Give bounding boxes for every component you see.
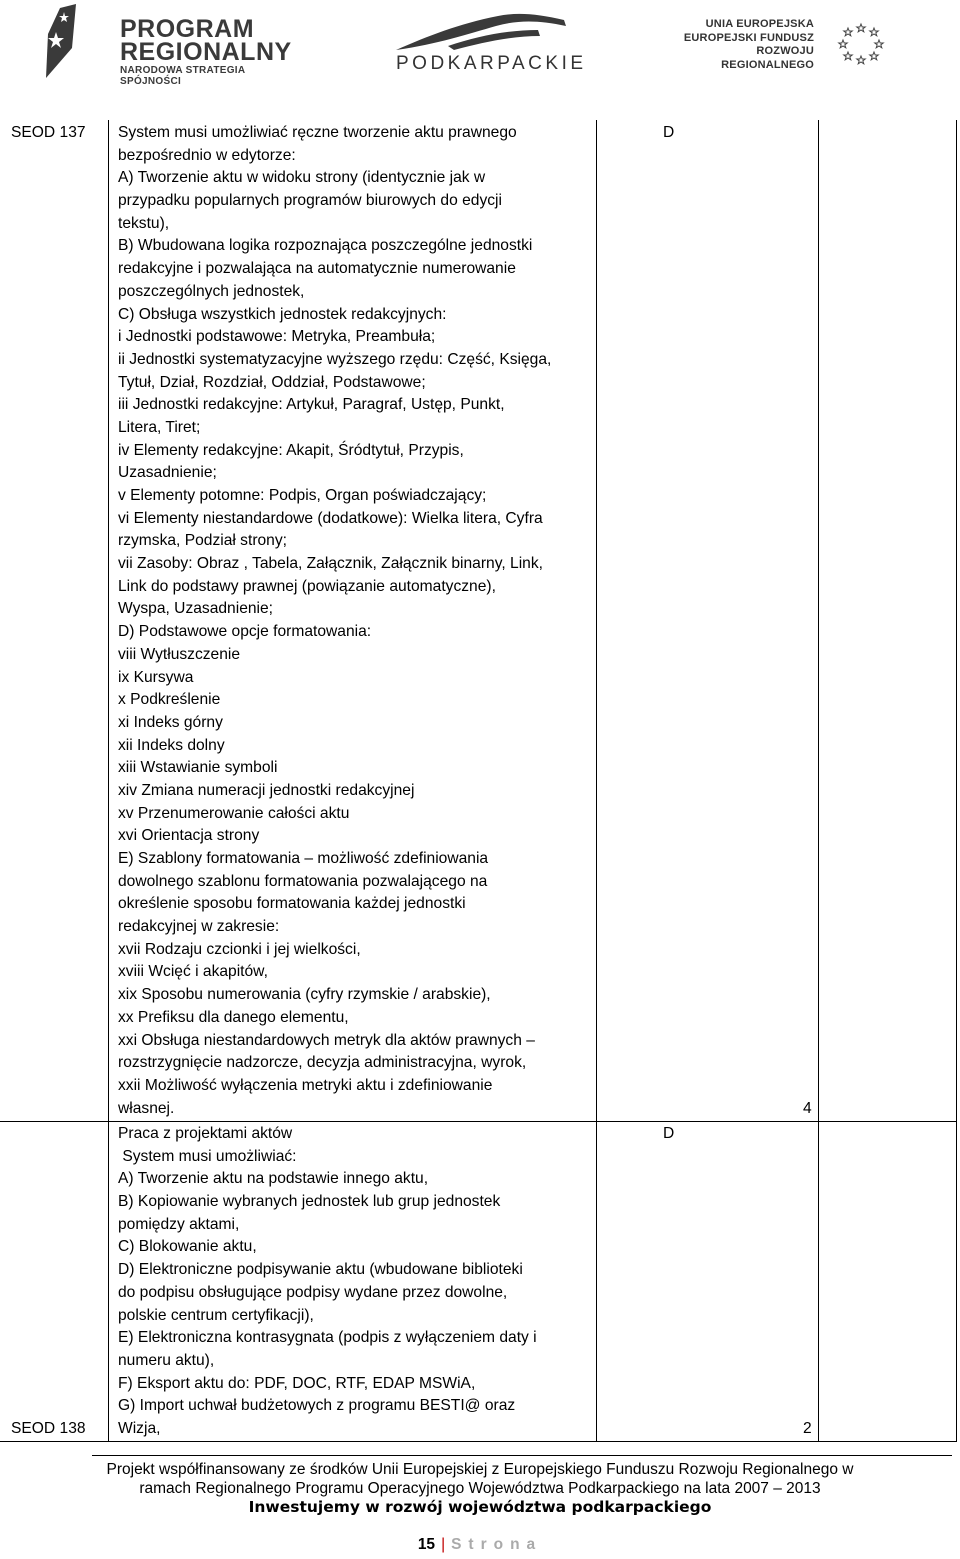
requirement-description xyxy=(118,122,551,1120)
header-logos xyxy=(0,0,960,95)
requirement-type: D xyxy=(663,124,675,141)
description-line: iv Elementy redakcyjne: Akapit, Śródtytuł, Przypis, xyxy=(118,441,464,459)
description-line: Wyspa, Uzasadnienie; xyxy=(118,600,274,618)
description-line: E) Elektroniczna kontrasygnata (podpis z wyłączeniem daty i xyxy=(118,1329,537,1347)
description-line: vi Elementy niestandardowe (dodatkowe): Wielka litera, Cyfra xyxy=(118,509,543,527)
description-line: xii Indeks dolny xyxy=(118,736,225,754)
column-divider xyxy=(596,120,597,1442)
program-regionalny-logo xyxy=(46,4,306,87)
requirement-points: 4 xyxy=(803,1100,812,1117)
program-title-line2: REGIONALNY xyxy=(120,38,292,66)
description-line: ix Kursywa xyxy=(118,668,194,686)
description-line: redakcyjne i pozwalająca na automatycznie numerowanie xyxy=(118,260,516,278)
eu-logo xyxy=(678,18,938,78)
program-title-line1: PROGRAM xyxy=(120,15,255,43)
description-line: xiv Zmiana numeracji jednostki redakcyjnej xyxy=(118,781,415,799)
description-line: System musi umożliwiać ręczne tworzenie aktu prawnego xyxy=(118,124,517,141)
description-line: i Jednostki podstawowe: Metryka, Preambuła; xyxy=(118,328,436,346)
description-line: Uzasadnienie; xyxy=(118,464,217,482)
description-line: poszczególnych jednostek, xyxy=(118,282,305,300)
description-line: xviii Wcięć i akapitów, xyxy=(118,963,268,981)
requirement-description xyxy=(118,1123,537,1441)
column-divider xyxy=(818,120,819,1442)
description-line: xi Indeks górny xyxy=(118,713,223,731)
row-divider xyxy=(0,1121,957,1122)
row-divider xyxy=(0,1441,957,1442)
region-name: PODKARPACKIE xyxy=(396,53,587,74)
eu-flag-icon xyxy=(826,18,896,70)
description-line: pomiędzy aktami, xyxy=(118,1215,240,1233)
description-line: przypadku popularnych programów biurowych do edycji xyxy=(118,192,502,210)
description-line: określenie sposobu formatowania każdej jednostki xyxy=(118,895,466,913)
description-line: G) Import uchwał budżetowych z programu BESTI@ oraz xyxy=(118,1397,516,1415)
requirement-points: 2 xyxy=(803,1420,812,1437)
description-line: redakcyjnej w zakresie: xyxy=(118,918,280,936)
description-line: Wizja, xyxy=(118,1419,161,1437)
program-subtitle: NARODOWA STRATEGIA SPÓJNOŚCI xyxy=(120,65,246,87)
description-line: System musi umożliwiać: xyxy=(118,1147,297,1165)
footer-line2: ramach Regionalnego Programu Operacyjnego Województwa Podkarpackiego na lata 2007 – 2013 xyxy=(139,1480,821,1497)
description-line: do podpisu obsługujące podpisy wydane przez dowolne, xyxy=(118,1283,508,1301)
description-line: polskie centrum certyfikacji), xyxy=(118,1306,314,1324)
footer-rule xyxy=(92,1455,952,1456)
footer-slogan: Inwestujemy w rozwój województwa podkarpackiego xyxy=(248,1498,712,1516)
description-line: B) Kopiowanie wybranych jednostek lub grup jednostek xyxy=(118,1193,501,1211)
page-word: Strona xyxy=(451,1536,543,1553)
description-line: A) Tworzenie aktu w widoku strony (identycznie jak w xyxy=(118,169,486,187)
description-line: xxii Możliwość wyłączenia metryki aktu i zdefiniowanie xyxy=(118,1076,493,1094)
requirement-type: D xyxy=(663,1125,675,1142)
podkarpackie-logo xyxy=(388,6,587,78)
column-divider xyxy=(956,120,957,1442)
mountains-icon xyxy=(388,6,578,54)
description-line: dowolnego szablonu formatowania pozwalającego na xyxy=(118,872,488,890)
description-line: v Elementy potomne: Podpis, Organ poświadczający; xyxy=(118,487,487,504)
requirement-id: SEOD 137 xyxy=(11,124,86,141)
eu-line1: UNIA EUROPEJSKA xyxy=(705,18,814,30)
description-line: C) Obsługa wszystkich jednostek redakcyjnych: xyxy=(118,305,447,323)
eu-line3: ROZWOJU REGIONALNEGO xyxy=(721,45,814,71)
star-emblem-icon xyxy=(46,4,76,82)
footer-line1: Projekt współfinansowany ze środków Unii Europejskiej z Europejskiego Funduszu Rozwoju Regionalnego w xyxy=(106,1461,854,1478)
description-line: Praca z projektami aktów xyxy=(118,1125,293,1142)
description-line: x Podkreślenie xyxy=(118,691,221,709)
description-line: xvii Rodzaju czcionki i jej wielkości, xyxy=(118,940,361,958)
description-line: Link do podstawy prawnej (powiązanie automatyczne), xyxy=(118,577,496,595)
eu-line2: EUROPEJSKI FUNDUSZ xyxy=(683,31,814,44)
description-line: D) Elektroniczne podpisywanie aktu (wbudowane biblioteki xyxy=(118,1261,523,1279)
description-line: D) Podstawowe opcje formatowania: xyxy=(118,623,372,641)
description-line: F) Eksport aktu do: PDF, DOC, RTF, EDAP MSWiA, xyxy=(118,1374,476,1392)
description-line: xiii Wstawianie symboli xyxy=(118,759,278,777)
page-number-block xyxy=(0,1536,960,1554)
description-line: vii Zasoby: Obraz , Tabela, Załącznik, Załącznik binarny, Link, xyxy=(118,555,543,573)
description-line: rzymska, Podział strony; xyxy=(118,532,287,550)
description-line: Tytuł, Dział, Rozdział, Oddział, Podstawowe; xyxy=(118,373,426,391)
description-line: tekstu), xyxy=(118,214,170,232)
requirements-table xyxy=(0,120,960,1442)
description-line: B) Wbudowana logika rozpoznająca poszczególne jednostki xyxy=(118,237,533,255)
description-line: xvi Orientacja strony xyxy=(118,827,260,845)
description-line: xxi Obsługa niestandardowych metryk dla aktów prawnych – xyxy=(118,1031,535,1049)
description-line: iii Jednostki redakcyjne: Artykuł, Paragraf, Ustęp, Punkt, xyxy=(118,396,505,414)
description-line: C) Blokowanie aktu, xyxy=(118,1238,257,1256)
description-line: xix Sposobu numerowania (cyfry rzymskie / arabskie), xyxy=(118,986,491,1004)
description-line: własnej. xyxy=(118,1099,175,1117)
description-line: Litera, Tiret; xyxy=(118,418,201,436)
page-separator: | xyxy=(441,1536,446,1553)
requirement-id: SEOD 138 xyxy=(11,1420,86,1437)
description-line: ii Jednostki systematyzacyjne wyższego rzędu: Część, Księga, xyxy=(118,350,552,368)
description-line: A) Tworzenie aktu na podstawie innego aktu, xyxy=(118,1170,429,1188)
description-line: numeru aktu), xyxy=(118,1351,215,1369)
description-line: xv Przenumerowanie całości aktu xyxy=(118,804,350,822)
description-line: E) Szablony formatowania – możliwość zdefiniowania xyxy=(118,850,489,867)
description-line: viii Wytłuszczenie xyxy=(118,645,241,663)
description-line: bezpośrednio w edytorze: xyxy=(118,146,296,164)
column-divider xyxy=(108,120,109,1442)
description-line: xx Prefiksu dla danego elementu, xyxy=(118,1008,349,1026)
page-number: 15 xyxy=(417,1536,436,1553)
description-line: rozstrzygnięcie nadzorcze, decyzja administracyjna, wyrok, xyxy=(118,1054,527,1072)
